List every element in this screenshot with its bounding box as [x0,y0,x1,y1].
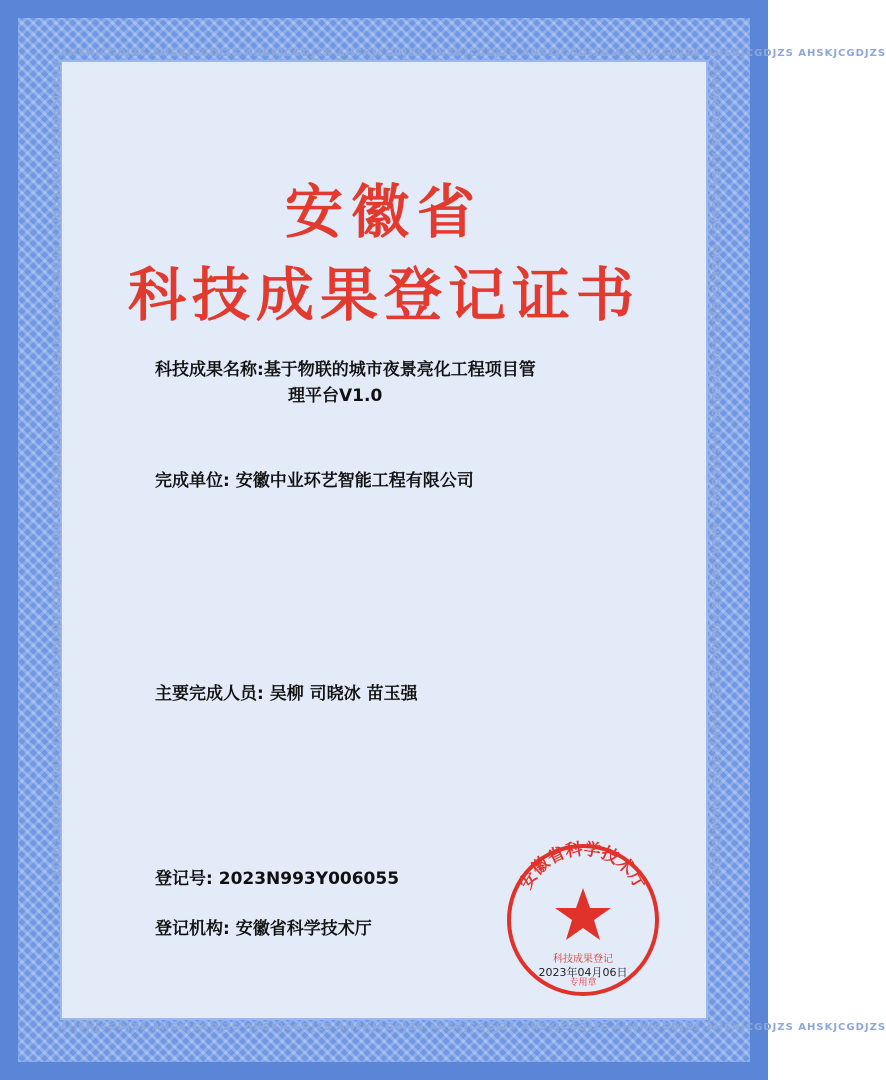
certificate-title: 科技成果登记证书 [127,261,640,329]
registration-org-field [155,914,372,939]
main-personnel-label: 主要完成人员: [155,684,264,704]
achievement-name-field [155,357,675,409]
microtext-right: AHSKJCGDJZS AHSKJCGDJZS AHSKJCGDJZS AHSKJCGDJZS AHSKJCGDJZS AHSKJCGDJZS AHSKJCGDJZS AHSKJCGDJZS AHSKJCGDJZS [709,60,720,887]
certificate-title-province: 安徽省 [284,178,483,246]
registration-number-value: 2023N993Y006055 [218,869,400,889]
main-personnel-field [155,679,418,704]
microtext-bottom: AHSKJCGDJZS AHSKJCGDJZS AHSKJCGDJZS AHSKJCGDJZS AHSKJCGDJZS AHSKJCGDJZS AHSKJCGDJZS AHSKJCGDJZS AHSKJCGDJZS [60,1022,886,1033]
seal-bottom-text: 科技成果登记 [553,954,613,965]
achievement-name-value-line2: 理平台V1.0 [288,386,383,406]
microtext-left: AHSKJCGDJZS AHSKJCGDJZS AHSKJCGDJZS AHSKJCGDJZS AHSKJCGDJZS AHSKJCGDJZS AHSKJCGDJZS AHSKJCGDJZS AHSKJCGDJZS [51,60,62,887]
registration-org-value: 安徽省科学技术厅 [235,919,372,939]
achievement-name-value-line1: 基于物联的城市夜景亮化工程项目管 [263,360,536,380]
microtext-top: AHSKJCGDJZS AHSKJCGDJZS AHSKJCGDJZS AHSKJCGDJZS AHSKJCGDJZS AHSKJCGDJZS AHSKJCGDJZS AHSKJCGDJZS AHSKJCGDJZS [60,48,886,59]
achievement-name-label: 科技成果名称: [155,360,264,380]
completion-unit-field [155,466,474,491]
registration-number-label: 登记号: [155,869,213,889]
completion-unit-label: 完成单位: [155,471,230,491]
seal-bottom-text-2: 专用章 [569,978,597,988]
completion-unit-value: 安徽中业环艺智能工程有限公司 [235,471,474,491]
main-personnel-value: 吴柳 司晓冰 苗玉强 [269,684,418,704]
seal-top-text: 安徽省科学技术厅 [516,840,650,893]
registration-number-field [155,864,399,889]
seal-star-icon [555,888,611,940]
official-seal [503,840,663,1000]
seal-date: 2023年04月06日 [538,966,628,979]
registration-org-label: 登记机构: [155,919,230,939]
